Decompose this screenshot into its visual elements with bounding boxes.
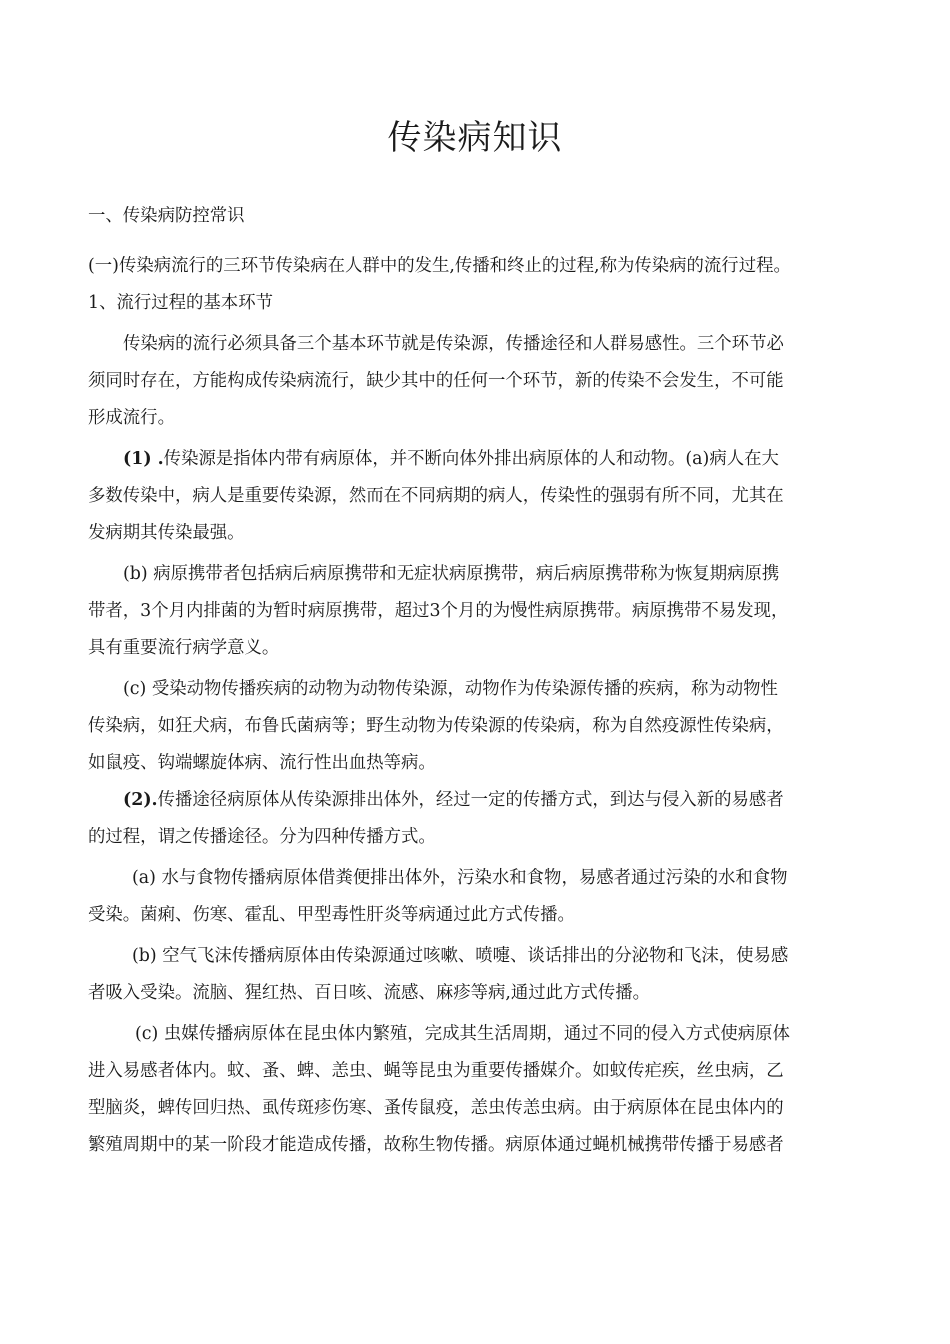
paragraph-three-links — [88, 326, 864, 437]
paragraph-line: 具有重要流行病学意义。 — [88, 638, 280, 658]
paragraph-line: 者吸入受染。流脑、猩红热、百日咳、流感、麻疹等病,通过此方式传播。 — [88, 983, 651, 1003]
item-marker: (1) . — [123, 449, 164, 469]
paragraph-line: 受染。菌痢、伤寒、霍乱、甲型毒性肝炎等病通过此方式传播。 — [88, 905, 575, 925]
paragraph-line: 传染病，如狂犬病，布鲁氏菌病等；野生动物为传染源的传染病，称为自然疫源性传染病， — [88, 716, 784, 736]
item-marker: (2). — [123, 790, 158, 810]
paragraph-line: (c) 虫媒传播病原体在昆虫体内繁殖，完成其生活周期，通过不同的侵入方式使病原体 — [135, 1024, 790, 1044]
paragraph-intro — [88, 248, 864, 285]
paragraph-line: 型脑炎，蜱传回归热、虱传斑疹伤寒、蚤传鼠疫，恙虫传恙虫病。由于病原体在昆虫体内的 — [88, 1098, 784, 1118]
paragraph-water-food — [88, 860, 864, 934]
subheading-basic-links — [88, 285, 864, 322]
paragraph-pathogen-carrier — [88, 556, 864, 667]
paragraph-line: 带者，3个月内排菌的为暂时病原携带，超过3个月的为慢性病原携带。病原携带不易发现， — [88, 601, 789, 621]
paragraph-line: 形成流行。 — [88, 408, 175, 428]
paragraph-line: 繁殖周期中的某一阶段才能造成传播，故称生物传播。病原体通过蝇机械携带传播于易感者 — [88, 1135, 784, 1155]
paragraph-line-text: 传播途径病原体从传染源排出体外，经过一定的传播方式，到达与侵入新的易感者 — [157, 790, 784, 810]
paragraph-airborne — [88, 938, 864, 1012]
paragraph-line — [88, 782, 864, 819]
paragraph-line: 传染病的流行必须具备三个基本环节就是传染源，传播途径和人群易感性。三个环节必 — [123, 334, 784, 354]
paragraph-line: (c) 受染动物传播疾病的动物为动物传染源，动物作为传染源传播的疾病，称为动物性 — [123, 679, 778, 699]
paragraph-infection-source — [88, 441, 864, 552]
paragraph-line: (b) 病原携带者包括病后病原携带和无症状病原携带，病后病原携带称为恢复期病原携 — [123, 564, 780, 584]
paragraph-line: 1、流行过程的基本环节 — [88, 293, 273, 313]
paragraph-line — [88, 441, 864, 478]
paragraph-line: 须同时存在，方能构成传染病流行，缺少其中的任何一个环节，新的传染不会发生，不可能 — [88, 371, 784, 391]
paragraph-transmission-route — [88, 782, 864, 856]
paragraph-line: 发病期其传染最强。 — [88, 523, 245, 543]
paragraph-line: (一)传染病流行的三环节传染病在人群中的发生,传播和终止的过程,称为传染病的流行过程。 — [88, 256, 791, 276]
paragraph-vector — [88, 1016, 864, 1164]
section-heading: 一、传染病防控常识 — [88, 206, 245, 226]
paragraph-line: (a) 水与食物传播病原体借粪便排出体外，污染水和食物，易感者通过污染的水和食物 — [132, 868, 788, 888]
document-body — [88, 198, 864, 1164]
paragraph-line: 如鼠疫、钩端螺旋体病、流行性出血热等病。 — [88, 753, 436, 773]
paragraph-line: 的过程，谓之传播途径。分为四种传播方式。 — [88, 827, 436, 847]
paragraph-line: (b) 空气飞沫传播病原体由传染源通过咳嗽、喷嚏、谈话排出的分泌物和飞沫，使易感 — [132, 946, 789, 966]
document-title: 传染病知识 — [387, 118, 563, 158]
paragraph-line-text: 传染源是指体内带有病原体，并不断向体外排出病原体的人和动物。(a)病人在大 — [163, 449, 779, 469]
paragraph-line: 进入易感者体内。蚊、蚤、蜱、恙虫、蝇等昆虫为重要传播媒介。如蚊传疟疾，丝虫病，乙 — [88, 1061, 784, 1081]
paragraph-line: 多数传染中，病人是重要传染源，然而在不同病期的病人，传染性的强弱有所不同，尤其在 — [88, 486, 784, 506]
paragraph-animal-source — [88, 671, 864, 782]
